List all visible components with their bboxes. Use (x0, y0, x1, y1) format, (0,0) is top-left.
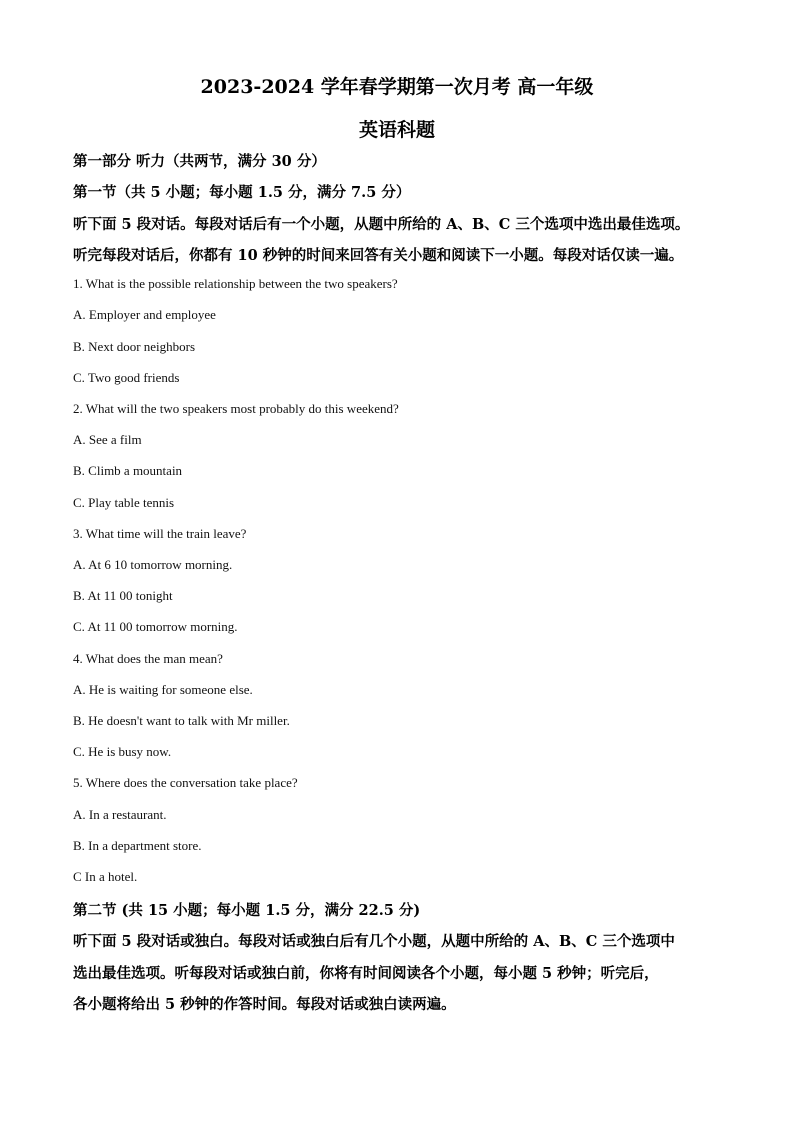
exam-title: 2023-2024 学年春学期第一次月考 高一年级 (200, 76, 594, 98)
section1-instruction-line: 听下面 5 段对话。每段对话后有一个小题，从题中所给的 A、B、C 三个选项中选出最佳选项。 (73, 216, 690, 233)
section1-heading: 第一节（共 5 小题；每小题 1.5 分，满分 7.5 分） (73, 184, 411, 201)
question-2-option-c: C. Play table tennis (73, 495, 175, 510)
question-5-stem: 5. Where does the conversation take place? (73, 775, 298, 790)
section2-instruction-line: 选出最佳选项。听每段对话或独白前，你将有时间阅读各个小题，每小题 5 秒钟；听完后， (73, 965, 659, 982)
question-4-stem: 4. What does the man mean? (73, 651, 223, 666)
section2-instruction-line: 听下面 5 段对话或独白。每段对话或独白后有几个小题，从题中所给的 A、B、C 三个选项中 (73, 933, 675, 950)
question-3-option-a: A. At 6 10 tomorrow morning. (73, 557, 233, 572)
question-4-option-c: C. He is busy now. (73, 744, 172, 759)
question-5-option-c: C In a hotel. (73, 869, 138, 884)
question-1-option-a: A. Employer and employee (73, 307, 216, 322)
question-5-option-b: B. In a department store. (73, 838, 202, 853)
question-2-option-a: A. See a film (73, 432, 142, 447)
question-1-option-c: C. Two good friends (73, 370, 180, 385)
question-2-stem: 2. What will the two speakers most probably do this weekend? (73, 401, 399, 416)
question-5-option-a: A. In a restaurant. (73, 807, 167, 822)
question-4-option-a: A. He is waiting for someone else. (73, 682, 253, 697)
question-4-option-b: B. He doesn't want to talk with Mr miller. (73, 713, 290, 728)
question-1-stem: 1. What is the possible relationship between the two speakers? (73, 276, 398, 291)
section2-instruction-line: 各小题将给出 5 秒钟的作答时间。每段对话或独白读两遍。 (73, 996, 456, 1013)
part1-heading: 第一部分 听力（共两节，满分 30 分） (73, 153, 326, 170)
section2-heading: 第二节 (共 15 小题；每小题 1.5 分，满分 22.5 分) (73, 902, 421, 919)
question-3-option-c: C. At 11 00 tomorrow morning. (73, 619, 238, 634)
question-3-stem: 3. What time will the train leave? (73, 526, 247, 541)
question-3-option-b: B. At 11 00 tonight (73, 588, 173, 603)
question-1-option-b: B. Next door neighbors (73, 339, 196, 354)
subject-title: 英语科题 (358, 119, 435, 141)
question-2-option-b: B. Climb a mountain (73, 463, 183, 478)
section1-instruction-line: 听完每段对话后，你都有 10 秒钟的时间来回答有关小题和阅读下一小题。每段对话仅读一遍。 (73, 247, 684, 264)
